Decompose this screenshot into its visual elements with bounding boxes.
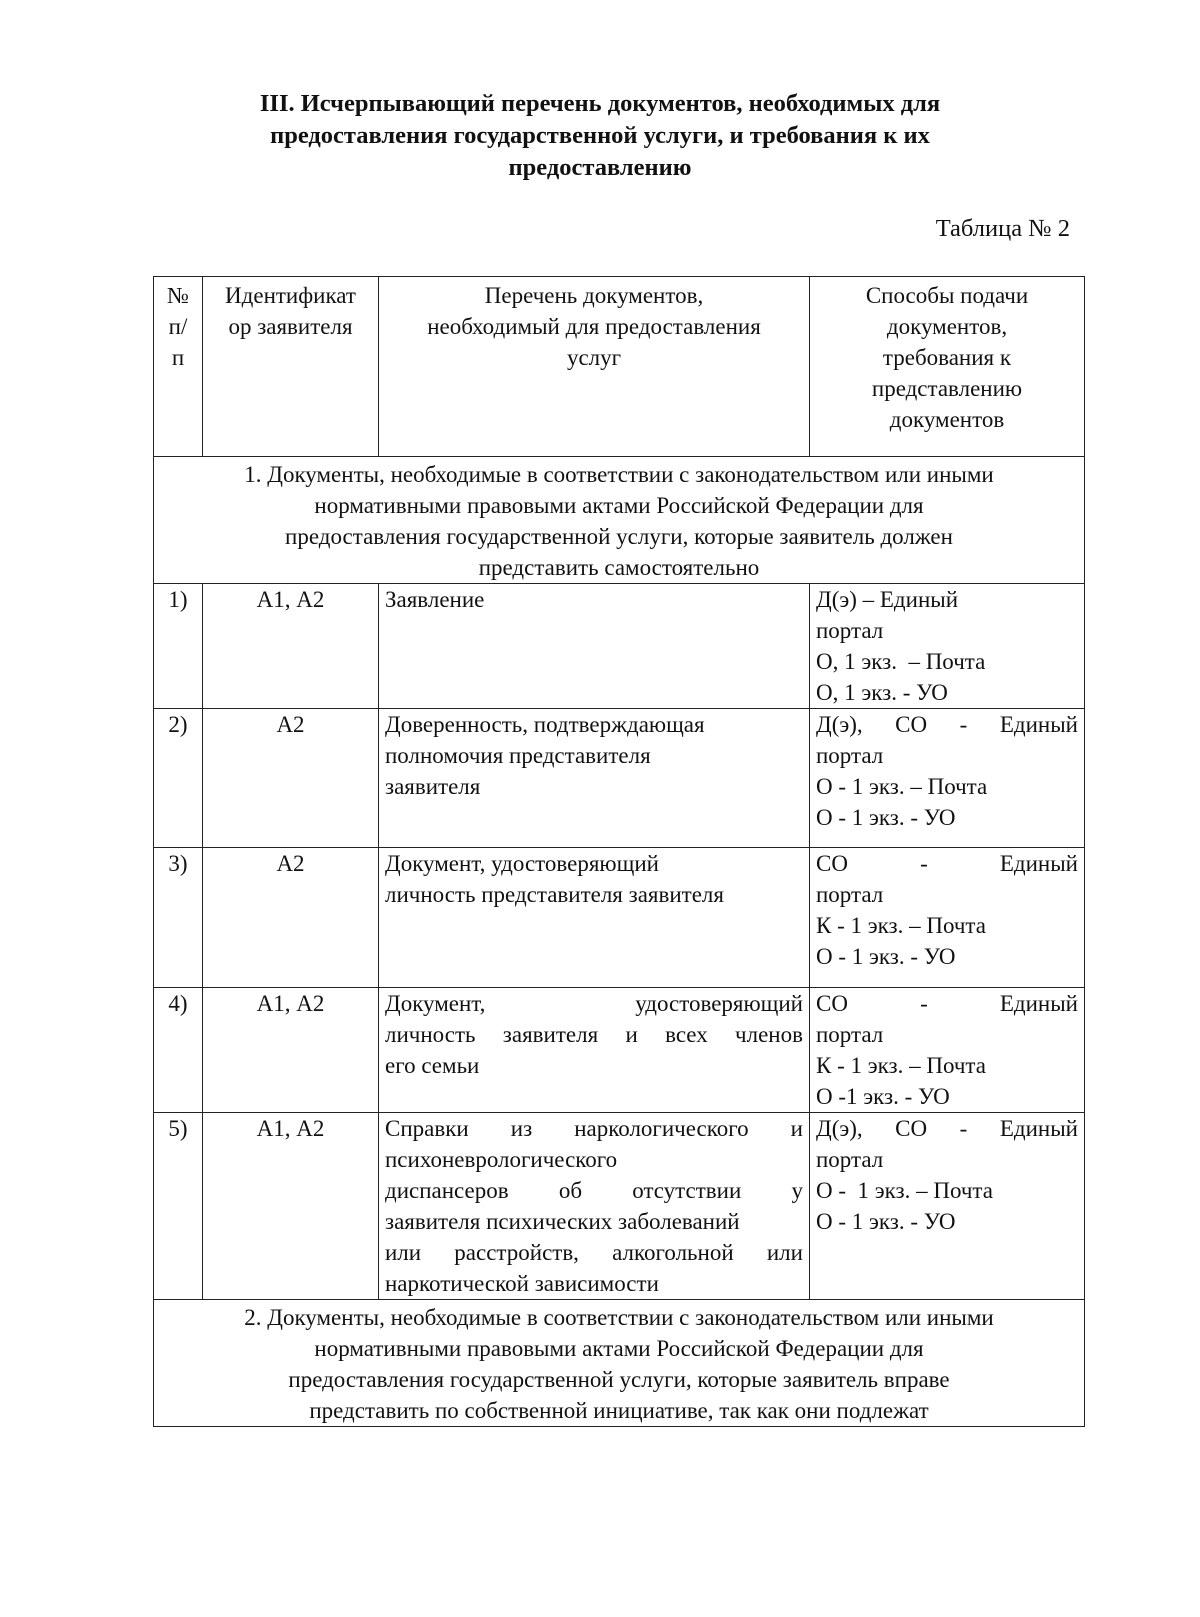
document-name: Справки из наркологического и психоневрологического диспансеров об отсутствии у заявителя психических заболеваний или расстройств, алкогольной или наркотической зависимости (379, 1113, 810, 1300)
document-name: Документ, удостоверяющий личность заявителя и всех членов его семьи (379, 988, 810, 1113)
table-header-row (154, 277, 1085, 457)
row-number: 4) (154, 988, 203, 1113)
applicant-identifier: А2 (203, 709, 379, 848)
applicant-identifier: А2 (203, 848, 379, 988)
applicant-identifier: А1, А2 (203, 1113, 379, 1300)
submission-methods: Д(э) – Единый портал О, 1 экз. – Почта О, 1 экз. - УО (810, 584, 1085, 709)
document-name: Доверенность, подтверждающая полномочия представителя заявителя (379, 709, 810, 848)
table-row (154, 848, 1085, 988)
header-identifier: Идентификат ор заявителя (203, 277, 379, 457)
section-2-title: 2. Документы, необходимые в соответствии с законодательством или иными нормативными правовыми актами Российской Федерации для предоставления государственной услуги, которые заявитель вправе представить по собственной инициативе, так как они подлежат (154, 1300, 1085, 1427)
document-name: Документ, удостоверяющий личность представителя заявителя (379, 848, 810, 988)
heading-line-3: предоставлению (508, 154, 692, 181)
table-row (154, 988, 1085, 1113)
section-heading (200, 88, 1000, 184)
table-number: Таблица № 2 (935, 215, 1070, 242)
applicant-identifier: А1, А2 (203, 584, 379, 709)
row-number: 1) (154, 584, 203, 709)
header-documents: Перечень документов, необходимый для предоставления услуг (379, 277, 810, 457)
header-methods: Способы подачи документов, требования к представлению документов (810, 277, 1085, 457)
heading-line-2: предоставления государственной услуги, и требования к их (270, 122, 930, 149)
table-row (154, 709, 1085, 848)
documents-table (153, 276, 1085, 1427)
row-number: 2) (154, 709, 203, 848)
section-1-row (154, 457, 1085, 584)
submission-methods: СО - Единый портал К - 1 экз. – Почта О - 1 экз. - УО (810, 848, 1085, 988)
row-number: 3) (154, 848, 203, 988)
submission-methods: Д(э), СО - Единый портал О - 1 экз. – Почта О - 1 экз. - УО (810, 709, 1085, 848)
submission-methods: Д(э), СО - Единый портал О - 1 экз. – Почта О - 1 экз. - УО (810, 1113, 1085, 1300)
heading-line-1: III. Исчерпывающий перечень документов, необходимых для (259, 90, 941, 117)
table-row (154, 584, 1085, 709)
table-row (154, 1113, 1085, 1300)
header-num: № п/ п (154, 277, 203, 457)
row-number: 5) (154, 1113, 203, 1300)
section-1-title: 1. Документы, необходимые в соответствии с законодательством или иными нормативными правовыми актами Российской Федерации для предоставления государственной услуги, которые заявитель должен представить самостоятельно (154, 457, 1085, 584)
submission-methods: СО - Единый портал К - 1 экз. – Почта О -1 экз. - УО (810, 988, 1085, 1113)
section-2-row (154, 1300, 1085, 1427)
document-name: Заявление (379, 584, 810, 709)
applicant-identifier: А1, А2 (203, 988, 379, 1113)
